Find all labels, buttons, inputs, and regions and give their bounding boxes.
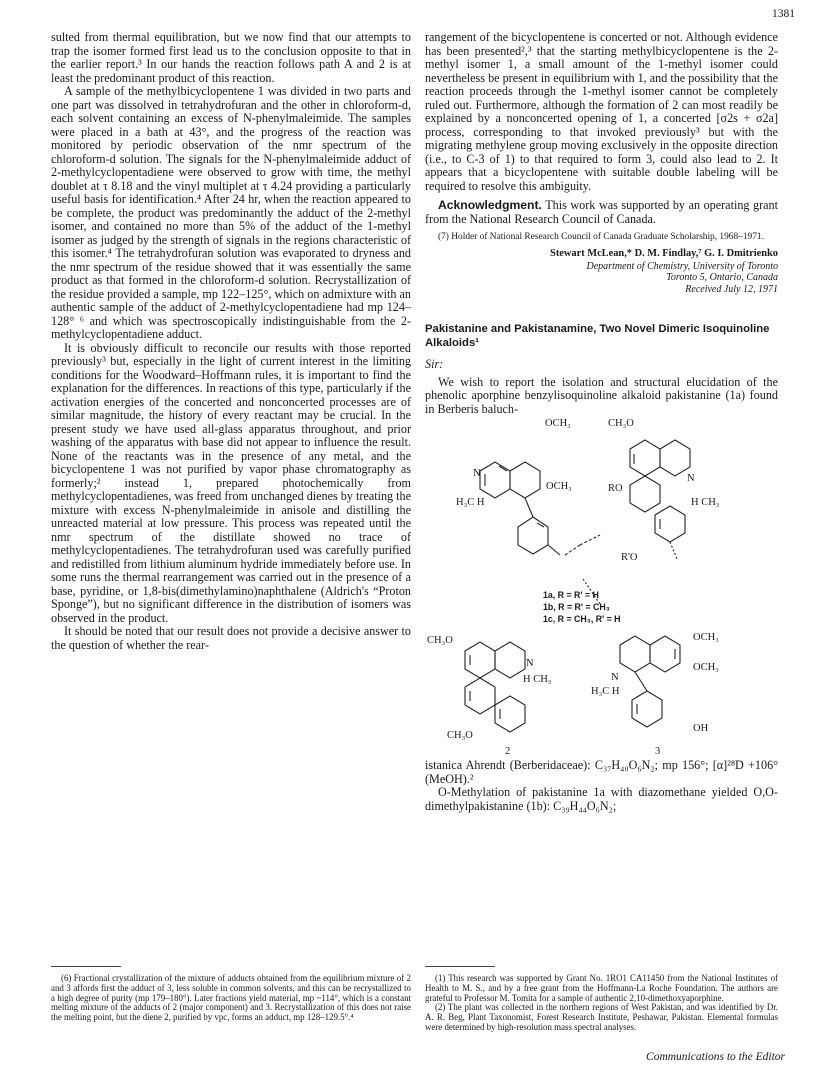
footnote-rule-left — [51, 966, 121, 967]
label-compound-3: 3 — [655, 746, 661, 758]
label-h-ch3-2: H CH₃ — [523, 674, 552, 686]
label-ch3o-a: CH₃O — [608, 418, 634, 430]
article-continued — [425, 759, 778, 813]
label-ro: RO — [608, 483, 623, 495]
label-compound-2: 2 — [505, 746, 511, 758]
body-paragraph: It should be noted that our result does not provide a decisive answer to the question of whether the rear- — [51, 624, 411, 652]
body-paragraph: istanica Ahrendt (Berberidaceae): C₃₇H₄₀O₆N₂; mp 156°; [α]²⁸D +106° (MeOH).² — [425, 758, 778, 786]
label-h3c-h: H₃C H — [456, 497, 485, 509]
author-names: Stewart McLean,* D. M. Findlay,⁷ G. I. Dmitrienko — [550, 248, 778, 260]
received-date: Received July 12, 1971 — [685, 283, 778, 295]
salutation: Sir: — [425, 357, 444, 372]
label-h-ch3: H CH₃ — [691, 497, 720, 509]
label-n3: N — [526, 658, 534, 670]
footnote: (2) The plant was collected in the northern regions of West Pakistan, and was identified by Dr. A. R. Beg, Plant Taxonomist, Forest Research Institute, Peshawar, Pakistan. Elemental formulas were determined by high-resolution mass spectral analyses. — [425, 1002, 778, 1032]
body-paragraph: rangement of the bicyclopentene is concerted or not. Although evidence has been presented²,³ that the starting methylbicyclopentene is the 2-methyl isomer 1, a small amount of the 1-methyl isomer could nevertheless be present in equilibrium with 1, and the possibility that the reaction proceeds through the 1-methyl isomer cannot be completely ruled out. Furthermore, although the formation of 2 can most readily be explained by a nonconcerted opening of 1, a concerted [σ2s + σ2a] process, corresponding to that invoked previously³ but with the migrating methylene group moving exclusively in the opposite direction (i.e., to C-3 of 1) to that required to form 3, could also lead to 2. It appears that a bicyclopentene with suitable double labeling will be required to resolve this ambiguity. — [425, 30, 778, 193]
label-oh-3: OH — [693, 723, 709, 735]
label-rprime-o: R'O — [621, 552, 638, 564]
label-ch3o-2b: CH₃O — [447, 730, 473, 742]
label-h3c-h-3: H₃C H — [591, 686, 620, 698]
label-och3-3b: OCH₃ — [693, 662, 719, 674]
footnote: (6) Fractional crystallization of the mixture of adducts obtained from the equilibrium mixture of 2 and 3 affords first the adduct of 3, less soluble in common solvents, and this can be recrystallized to a high degree of purity (mp 179–180°). Later fractions yield material, mp ~114°, which is a constant melting mixture of the adducts of 2 (major component) and 3. Recrystallization of this does not raise the melting point, but the diene 2, purified by vpc, forms an adduct, mp 128–129.5°.⁴ — [51, 973, 411, 1023]
caption-1a: 1a, R = R' = H — [543, 590, 599, 601]
label-och3-b: OCH₃ — [546, 481, 572, 493]
author-department: Department of Chemistry, University of Toronto — [586, 260, 778, 272]
left-column — [51, 31, 411, 652]
acknowledgment-heading: Acknowledgment. — [438, 198, 542, 212]
article-title: Pakistanine and Pakistanamine, Two Novel Dimeric Isoquinoline Alkaloids¹ — [425, 323, 770, 349]
body-paragraph: sulted from thermal equilibration, but we now find that our attempts to trap the isomer formed first lead us to the conclusion opposite to that in the earlier report.³ In our hands the reaction follows path A and 2 is at least the predominant product of this reaction. — [51, 30, 411, 85]
footnote-rule-right — [425, 966, 495, 967]
journal-footer: Communications to the Editor — [646, 1051, 785, 1063]
caption-1b: 1b, R = R' = CH₃ — [543, 602, 610, 613]
author-block — [425, 248, 778, 295]
label-n4: N — [611, 672, 619, 684]
article-intro: We wish to report the isolation and structural elucidation of the phenolic aporphine benzylisoquinoline alkaloid pakistanine (1a) found in Berberis baluch- — [425, 374, 778, 416]
footnotes-left — [51, 974, 411, 1023]
acknowledgment-text: This work was supported by an operating grant from the National Research Council of Canada. — [425, 198, 778, 226]
label-ch3o-2: CH₃O — [427, 635, 453, 647]
body-paragraph: It is obviously difficult to reconcile our results with those reported previously³ but, especially in the light of current interest in the limiting conditions for the Woodward–Hoffmann rules, it is important to find the explanation for the differences. In reactions of this type, particularly if the activation energies of the concerted and nonconcerted processes are of similar magnitude, the history of every reactant may be crucial. In the present study we have used all-glass apparatus throughout, and prior washing of the apparatus with base did not appear to influence the result. None of the reactants was in the presence of any metal, and the bicyclopentene 1 was not purified by vapor phase chromatography as formerly;² instead 1, prepared photochemically from methylcyclopentadienes, was freed from unchanged dienes by treating the mixture with excess N-phenylmaleimide in anisole and distilling the unreacted material at low pressure. This process was repeated until the nmr spectrum of the distillate showed no trace of methylcyclopentadienes. The tetrahydrofuran used was carefully purified and redistilled from lithium aluminum hydride immediately before use. In some runs the thermal rearrangement was carried out in the presence of a base, pyridine, or 1,8-bis(dimethylamino)naphthalene (Aldrich's “Proton Sponge”), but no significant difference in the distribution of isomers was observed in the product. — [51, 340, 411, 625]
label-n1: N — [473, 468, 481, 480]
label-och3-a: OCH₃ — [545, 418, 571, 430]
acknowledgment — [425, 199, 778, 226]
chemical-structures — [425, 419, 778, 759]
label-och3-3a: OCH₃ — [693, 632, 719, 644]
page-number: 1381 — [772, 8, 795, 20]
right-column-body — [425, 31, 778, 193]
body-paragraph: O-Methylation of pakistanine 1a with diazomethane yielded O,O-dimethylpakistanine (1b): C₃₉H₄₄O₆N₂; — [425, 785, 778, 813]
footnotes-right — [425, 974, 778, 1033]
structure-captions — [543, 589, 621, 625]
footnote-7: (7) Holder of National Research Council of Canada Graduate Scholarship, 1968–1971. — [438, 232, 764, 242]
author-city: Toronto 5, Ontario, Canada — [666, 272, 778, 284]
footnote: (1) This research was supported by Grant No. 1RO1 CA11450 from the National Institutes of Health to M. S., and by a free grant from the Hoffmann-La Roche Foundation. The authors are grateful to Professor M. Tomita for a sample of authentic 2,10-dimethoxyaporphine. — [425, 973, 778, 1003]
right-column — [425, 31, 778, 813]
caption-1c: 1c, R = CH₃, R' = H — [543, 614, 621, 625]
label-n2: N — [687, 473, 695, 485]
body-paragraph: A sample of the methylbicyclopentene 1 was divided in two parts and one part was dissolved in tetrahydrofuran and the other in chloroform-d, each solvent containing an excess of N-phenylmaleimide. The samples were placed in a bath at 43°, and the progress of the reaction was monitored by periodic observation of the nmr spectrum of the chloroform-d solution. The signals for the N-phenylmaleimide adduct of 2-methylcyclopentadiene were observed to grow with time, the methyl doublet at τ 8.18 and the vinyl multiplet at τ 4.24 providing a particularly useful basis for identification.⁴ After 24 hr, when the reaction appeared to be complete, the product was predominantly the adduct of the 2-methyl isomer, and contained no more than 5% of the adduct of the 1-methyl isomer as judged by the strength of signals in the regions characteristic of this isomer.⁴ The tetrahydrofuran solution was evaporated to dryness and the nmr spectrum of the residue showed that it was essentially the same product as that formed in the chloroform-d solution. Recrystallization of the residue provided a sample, mp 122–125°, which on admixture with an authentic sample of the adduct of 2-methylcyclopentadiene had mp 124–128° ⁶ and which was spectroscopically indistinguishable from the 2-methylcyclopentadiene adduct. — [51, 84, 411, 341]
